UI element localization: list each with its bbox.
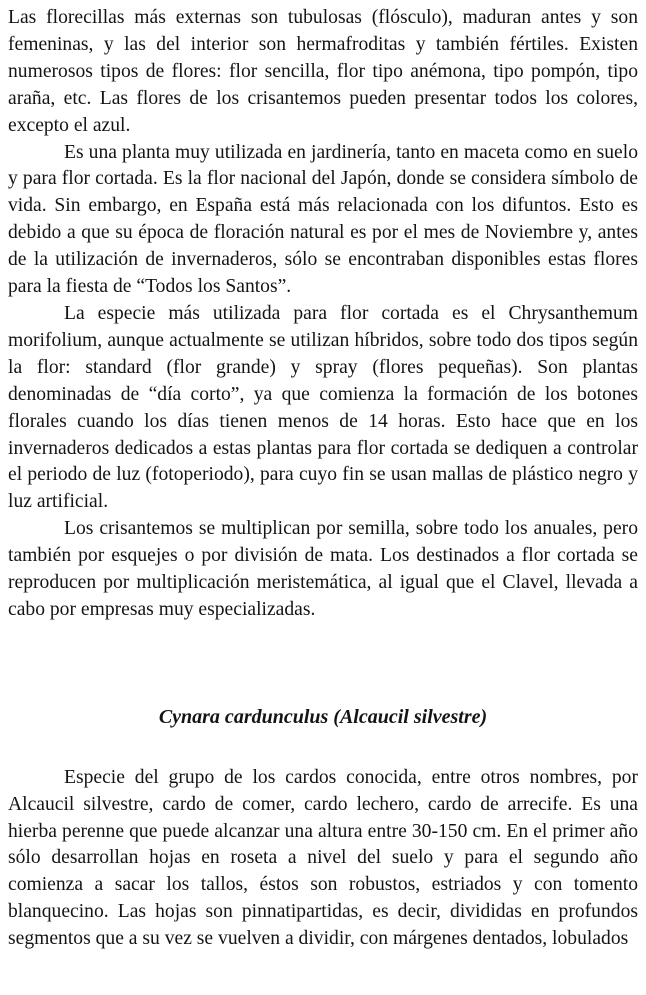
paragraph-cut-flower-species: La especie más utilizada para flor cortada es el Chrysanthemum morifolium, aunque actualmente se utilizan híbridos, sobre todo dos tipos según la flor: standard (flor grande) y spray (flores pequeñas). Son plantas denominadas de “día corto”, ya que comienza la formación de los botones florales cuando los días tienen menos de 14 horas. Esto hace que en los invernaderos dedicados a estas plantas para flor cortada se dediquen a controlar el periodo de luz (fotoperiodo), para cuyo fin se usan mallas de plástico negro y luz artificial.	[8, 302, 638, 513]
paragraph-floret-description: Las florecillas más externas son tubulosas (flósculo), maduran antes y son femeninas, y las del interior son hermafroditas y también fértiles. Existen numerosos tipos de flores: flor sencilla, flor tipo anémona, tipo pompón, tipo araña, etc. Las flores de los crisantemos pueden presentar todos los colores, excepto el azul.	[8, 7, 638, 136]
document-page	[8, 5, 638, 953]
paragraph-cynara-description: Especie del grupo de los cardos conocida, entre otros nombres, por Alcaucil silvestre, cardo de comer, cardo lechero, cardo de arrecife. Es una hierba perenne que puede alcanzar una altura entre 30-150 cm. En el primer año sólo desarrollan hojas en roseta a nivel del suelo y para el segundo año comienza a sacar los tallos, éstos son robustos, estriados y con tomento blanquecino. Las hojas son pinnatipartidas, es decir, divididas en profundos segmentos que a su vez se vuelven a dividir, con márgenes dentados, lobulados	[8, 766, 638, 950]
heading-spacer	[8, 731, 638, 765]
paragraph-propagation: Los crisantemos se multiplican por semilla, sobre todo los anuales, pero también por esquejes o por división de mata. Los destinados a flor cortada se reproducen por multiplicación meristemática, al igual que el Clavel, llevada a cabo por empresas muy especializadas.	[8, 518, 638, 620]
paragraph-gardening-use: Es una planta muy utilizada en jardinería, tanto en maceta como en suelo y para flor cortada. Es la flor nacional del Japón, donde se considera símbolo de vida. Sin embargo, en España está más relacionada con los difuntos. Esto es debido a que su época de floración natural es por el mes de Noviembre y, antes de la utilización de invernaderos, sólo se encontraban disponibles estas flores para la fiesta de “Todos los Santos”.	[8, 141, 638, 298]
section-spacer	[8, 624, 638, 704]
section-heading: Cynara cardunculus (Alcaucil silvestre)	[158, 705, 488, 728]
